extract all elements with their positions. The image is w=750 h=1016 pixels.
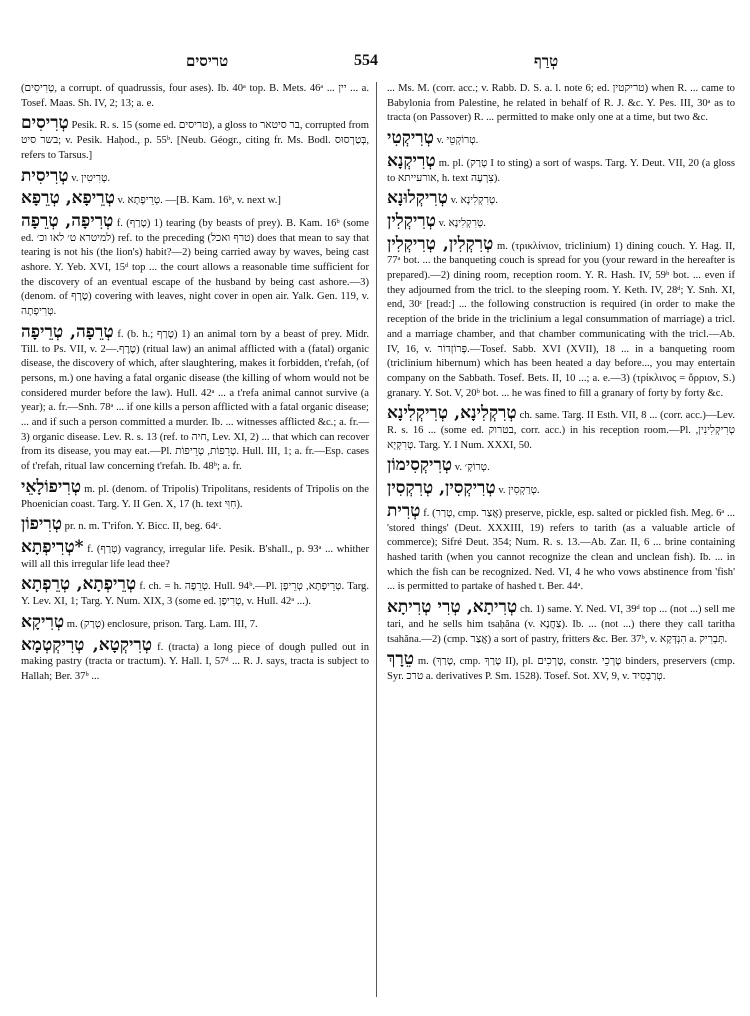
entry-headword: טְרֵיפָא, טְרֵפָא: [21, 188, 115, 209]
entry-definition: ch. 1) same. Y. Ned. VI, 39ᵈ top ... (not ...) sell me tari, and he sells him tsaḥăna (v. צַחֲנָא). Ib. ... (not ...) there they call taritha tsahăna.—2) (cmp. אֲצַר) a sort of pastry, fritters &c. Ber. 37ᵇ, v. הִנְדְּקָא a. תְּבְרִיק.: [387, 604, 735, 645]
dictionary-entry: [387, 128, 735, 149]
dictionary-entry: [21, 166, 369, 187]
dictionary-entry: [21, 574, 369, 609]
entry-headword: טְרִיקְנָא: [387, 150, 436, 171]
dictionary-entry: [387, 403, 735, 453]
entry-headword: טְרִיפוֹלָאֵי: [21, 476, 81, 497]
entry-headword: טְרִיקְלִין: [387, 210, 436, 231]
dictionary-entry: [21, 537, 369, 572]
entry-headword: טְרִיקָא: [21, 611, 65, 632]
header-right-term: טְרַף: [534, 52, 559, 70]
dictionary-entry: [21, 211, 369, 320]
dictionary-entry: [387, 151, 735, 186]
entry-headword: טְרִיקְסִין, טְרִקְסִין: [387, 478, 496, 499]
dictionary-entry: [387, 649, 735, 684]
entry-definition: f. (tracta) a long piece of dough pulled out in making pastry (tracta or tractum). Y. Hall. I, 57ᵈ ... R. J. says, tracta is subject to Hallah; Ber. 37ᵇ ...: [21, 641, 369, 682]
entry-definition: (טְרִיסִים, a corrupt. of quadrussis, four ases). Ib. 40ᵃ top. B. Mets. 46ᵃ ... יין ... a. Tosef. Maas. Sh. IV, 2; 13; a. e.: [21, 83, 369, 109]
entry-headword: טְרִקְלִינָא, טְרִיקְלִינָא: [387, 403, 517, 424]
entry-headword: טְרִיקְלוּנָא: [387, 188, 448, 209]
entry-definition: pr. n. m. T'rifon. Y. Bicc. II, beg. 64ᶜ.: [64, 521, 222, 533]
entry-definition: f. (טָרַר, cmp. אֲצַר) preserve, pickle, esp. salted or pickled fish. Meg. 6ᵃ ... 'stored things' (Deut. XXXIII, 19) refers to tarith (as a valuable article of commerce); Sifré Deut. 354; Num. R. s. 13.—Ab. Zar. II, 6 ... brine containing hashed tarith (when you cannot recognize the clean and unclean fish). Ib. ... in which the fish can be recognized. Ned. VI, 4 he who vows abstinence from 'fish' ... is permitted to partake of hashed t. Ber. 44ᵃ.: [387, 507, 735, 593]
header-left-term: טריסים: [186, 52, 229, 70]
entry-definition: ... Ms. M. (corr. acc.; v. Rabb. D. S. a. l. note 6; ed. טריקטין) when R. ... came to Babylonia from Palestine, he related in behalf of R. J. &c. Y. Pes. III, 30ᵃ as to tracta (on Passover) R. ... permitted to make only one at a time, but two &c.: [387, 83, 735, 124]
entry-definition: v. טְרַקְסִין.: [498, 485, 540, 497]
dictionary-entry: [21, 322, 369, 475]
entry-headword: טְרֵפָה, טְרֵיפָה: [21, 321, 114, 342]
entry-headword: טְרֵיפְתָא, טְרֵפְתָא: [21, 574, 137, 595]
entry-headword: טְרִיקְטָא, טְרִיקְטְמָא: [21, 634, 153, 655]
entry-definition: v. טְרִקְלִינָא.: [438, 217, 486, 229]
entry-headword: טְרִיסִים: [21, 113, 69, 134]
dictionary-entry: [387, 234, 735, 402]
entry-headword: *טְרִיפְתָא: [21, 536, 84, 557]
dictionary-entry: [387, 597, 735, 647]
entry-headword: טְרִיקְטִי: [387, 128, 434, 149]
dictionary-entry: [387, 211, 735, 232]
dictionary-entry: [21, 82, 369, 111]
dictionary-entry: [21, 477, 369, 512]
entry-definition: m. pl. (denom. of Tripolis) Tripolitans, residents of Tripolis on the Phoenician coast. Targ. Y. II Gen. X, 17 (h. text חִוִּי).: [21, 483, 369, 510]
dictionary-entry: [21, 113, 369, 163]
entry-headword: טְרִיסִית: [21, 165, 69, 186]
dictionary-entry: [387, 188, 735, 209]
dictionary-entry: [21, 612, 369, 633]
entry-headword: טְרִיפָה, טְרֵפָה: [21, 210, 114, 231]
entry-definition: m. (טָרַךְ, cmp. טָרַךְ II), pl. טָרְכִים, constr. טָרְכֵי binders, preservers (cmp. Syr. טרכ a. derivatives P. Sm. 1528). Tosef. Sot. XV, 9, v. טְרַבְסִיד.: [387, 656, 735, 682]
entry-definition: v. טְרִקְלִינָא.: [450, 195, 498, 207]
right-column: [387, 82, 735, 1002]
entry-headword: טְרִיפוֹן: [21, 514, 63, 535]
dictionary-entry: [387, 501, 735, 595]
entry-headword: טְרִיתָא, טְרִי טְרִיתָא: [387, 597, 518, 618]
dictionary-entry: [21, 635, 369, 685]
column-divider: [376, 82, 377, 997]
entry-definition: Pesik. R. s. 15 (some ed. טריסים), a gloss to בר סיטאר, corrupted from בשר סיט; v. Pesik. Haḥod., p. 55ᵇ. [Neub. Géogr., citing fr. Ms. Bodl. בְּטַרְסוּס, refers to Tarsus.]: [21, 120, 369, 161]
entry-definition: v. טְרִיטִין.: [71, 172, 111, 184]
dictionary-entry: [387, 82, 735, 126]
entry-definition: f. (טָרַף) 1) tearing (by beasts of prey). B. Kam. 16ᵇ (some ed. למיטרא ט׳ לאו וכ׳) ref. to the preceding (טרף ואכל) does that mean to say that tearing is not his (the lion's) habit?—2) being carried away by waves, being cast ashore. Y. Yeb. XVI, 15ᵈ top ... the court allows a reasonable time sufficient for the discovery of an eventual escape of the husband by being cast ashore.—3) (denom. of טָרָף) covering with leaves, night cover in open air. Yalk. Gen. 119, v. טְרִיפְתָה.: [21, 217, 369, 318]
dictionary-entry: [387, 455, 735, 476]
entry-definition: v. טְרוֹקְטֵי.: [436, 135, 479, 147]
entry-definition: ch. same. Targ. II Esth. VII, 8 ... (corr. acc.)—Lev. R. s. 16 ... (some ed. בטרוק, corr. acc.) in his reception room.—Pl. טְרִיקְלִינִין, טְרִקְיָא. Targ. Y. I Num. XXXI, 50.: [387, 410, 735, 451]
entry-definition: m. (τρικλίνιον, triclinium) 1) dining couch. Y. Hag. II, 77ᵃ bot. ... the banqueting couch is spread for you (your reward in the hereafter is prepared).—2) dining room, reception room. Y. R. Hash. IV, 59ᵇ bot. ... even if they adjourned from the tricl. to the sleeping room. Y. Keth. IV, 28ᵈ; Y. Snh. XI, end, 30ᶜ [read:] ... the following construction is required (in order to make the reception of the bride in the triclinium a legal consummation of marriage) a tricl. and a marriage chamber, and that chamber communicating with the tricl.—Ab. IV, 16, v. פְּרוֹזְדוֹר.—Tosef. Sabb. XVI (XVII), 18 ... in a banqueting room (triclinium hibernum) which has been heated a day before..., you may entertain company on the Sabbath. Tosef. Bets. II, 10 ...; a. e.—3) (τρίκλινος = ὄρριον, S.) granary. Y. Sot. V, 20ᵇ bot. ... he was fined to fill a granary of forty by forty &c.: [387, 240, 735, 399]
entry-definition: m. (טְרַק) enclosure, prison. Targ. Lam. III, 7.: [66, 618, 258, 630]
entry-headword: טֵרָךְ: [387, 649, 414, 670]
entry-definition: f. ch. = h. טְרֵפָה. Hull. 94ᵇ.—Pl. טְרֵיפָתָא, טְרֵיפָן. Targ. Y. Lev. XI, 1; Targ. Y. Num. XIX, 3 (some ed. טְרִיפָן, v. Hull. 42ᵃ ...).: [21, 581, 369, 608]
entry-definition: v. טְרוֹקְ׳.: [454, 462, 490, 474]
entry-definition: m. pl. (טְרַק I to sting) a sort of wasps. Targ. Y. Deut. VII, 20 (a gloss to אורעייתא, h. text צִרְעָה).: [387, 157, 735, 184]
page-number: 554: [354, 52, 378, 69]
entry-headword: טְרִקְלִין, טְרִיקְלִין: [387, 233, 494, 254]
entry-headword: טְרִית: [387, 500, 421, 521]
dictionary-entry: [21, 514, 369, 535]
dictionary-entry: [21, 188, 369, 209]
entry-definition: f. (טְרַף) vagrancy, irregular life. Pesik. B'shall., p. 93ᵃ ... whither will all this irregular life lead thee?: [21, 543, 369, 570]
page-header: [0, 52, 750, 72]
dictionary-entry: [387, 478, 735, 499]
left-column: [21, 82, 369, 1002]
entry-definition: v. טְרֵיפְתָא. —[B. Kam. 16ᵇ, v. next w.]: [117, 195, 281, 207]
entry-headword: טְרִיקְסִימוֹן: [387, 455, 453, 476]
entry-definition: f. (b. h.; טָרַף) 1) an animal torn by a beast of prey. Midr. Till. to Ps. VII, v. טֶרֶף.—2) (ritual law) an animal afflicted with a (fatal) organic disease, the discovery of which, after slaughtering, makes it forbidden, t'refah, (of persons, m.) one having a fatal organic disease (the killing of whom would not be considered murder before the law). Hull. 42ᵃ ... a t'refa animal cannot survive (a year); a. fr.—Snh. 78ᵃ ... if one kills a person afflicted with a fatal organic disease; ... and if such a person committed a murder. Ib. ... witnesses afflicted &c.; a. fr.—3) organic disease. Lev. R. s. 13 (ref. to חיה, Lev. XI, 2) ... that which can recover from its disease, you may eat.—Pl. טְרֵפוֹת, טְרֵיפוֹת. Hull. III, 1; a. fr.—Esp. cases of t'refah, ritual law concerning t'refah. Ib. 48ᵇ; a. fr.: [21, 328, 369, 473]
